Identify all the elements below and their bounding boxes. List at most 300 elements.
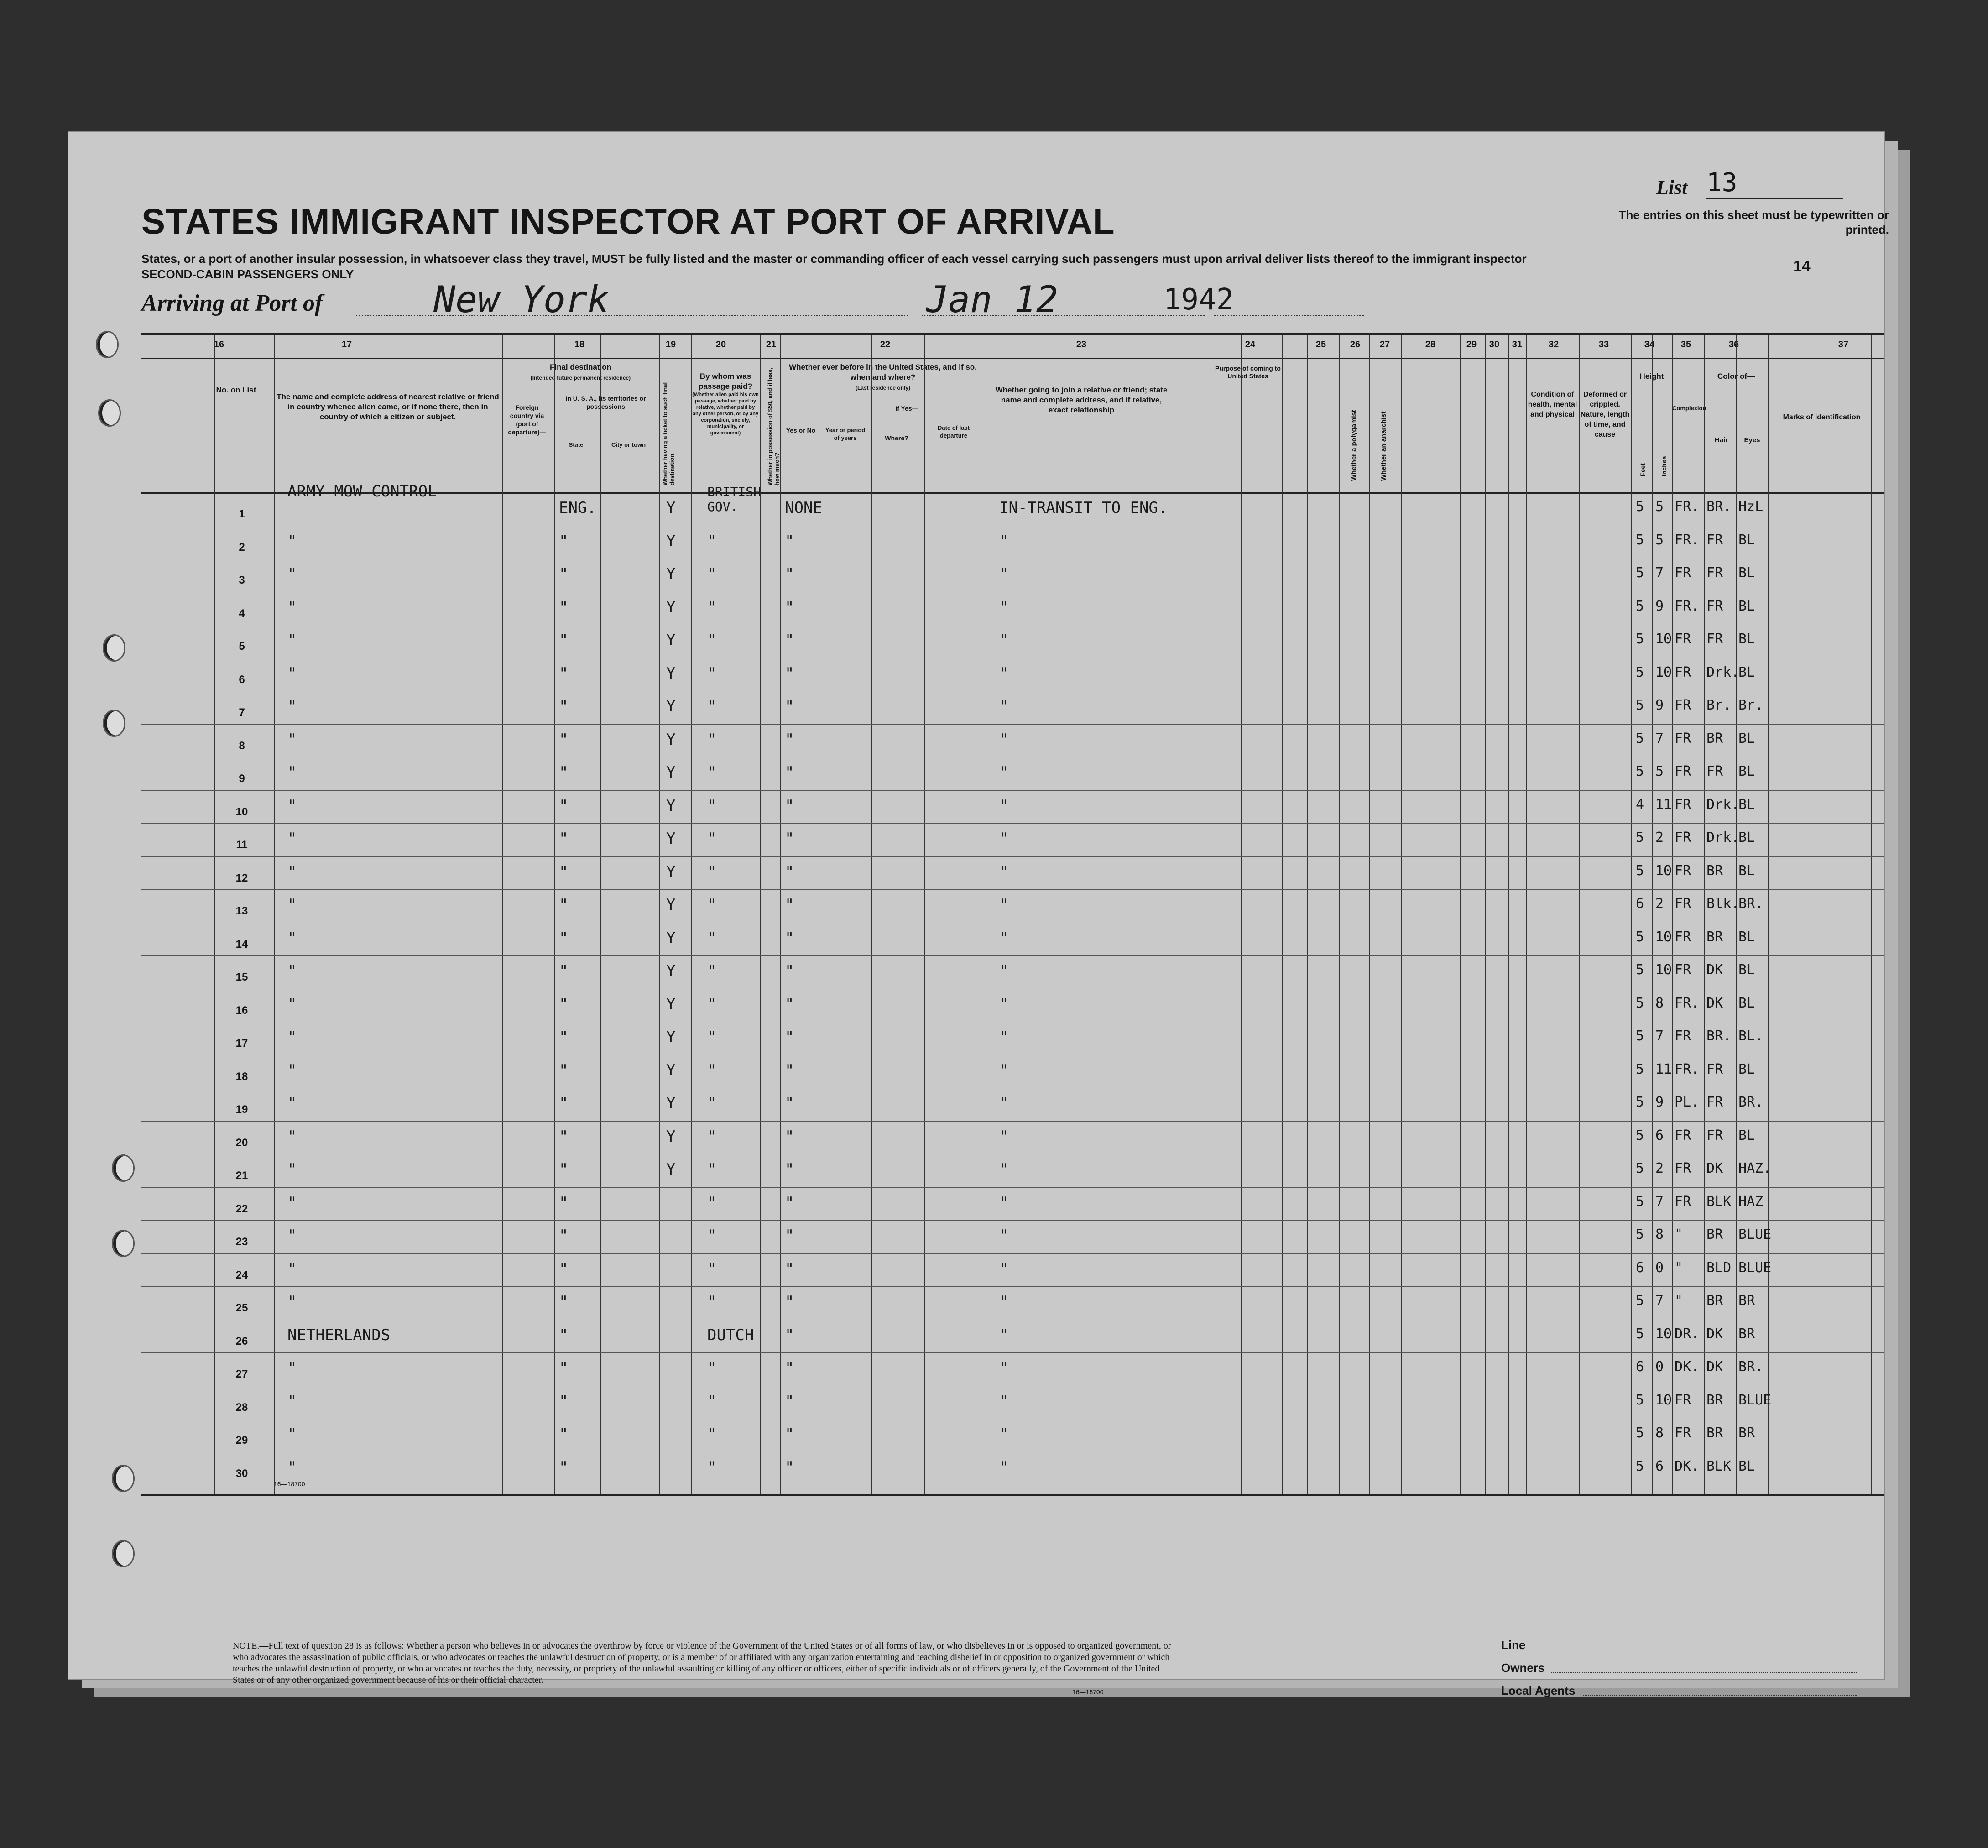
row-before: " <box>785 1094 794 1112</box>
row-joining: " <box>999 730 1009 749</box>
col-34-inches: Inches <box>1660 456 1668 476</box>
footnote-q28: NOTE.—Full text of question 28 is as follows: Whether a person who believes in or advocates the overthrow by force or violence of the Government of the United States or of all forms of law, or who disbelieves in or is opposed to organized government, or who advocates the assassination of public officials, or who advocates or teaches the unlawful destruction of property, or is a member of or affiliated with any organization entertaining and teaching disbelief in or opposition to organized government or which teaches the unlawful destruction of property, or who advocates or teaches the duty, necessity, or propriety of the unlawful assaulting or killing of any officer or officers, either of specific individuals or of officers generally, of the Government of the United States or of any other organized government because of his or their official character. <box>233 1641 1171 1685</box>
column-divider <box>780 335 781 1494</box>
row-feet: 5 <box>1636 1127 1644 1143</box>
row-eyes: BR. <box>1738 1094 1764 1110</box>
row-divider <box>141 1121 1884 1122</box>
col-20-title: By whom was passage paid? <box>698 372 753 391</box>
row-joining: " <box>999 1127 1009 1146</box>
row-inches: 10 <box>1655 862 1672 879</box>
row-eyes: BL <box>1738 995 1755 1011</box>
row-no: 24 <box>235 1269 248 1281</box>
row-joining: " <box>999 929 1009 947</box>
row-feet: 4 <box>1636 796 1644 813</box>
row-destination: " <box>559 1094 569 1112</box>
row-relative: ARMY MOW CONTROL <box>287 482 437 501</box>
row-joining: " <box>999 896 1009 914</box>
col-31-num: 31 <box>1512 339 1523 350</box>
row-before: " <box>785 995 794 1013</box>
row-paid_by: " <box>707 896 717 914</box>
row-joining: " <box>999 796 1009 815</box>
col-22-ifyes: If Yes— <box>895 405 918 412</box>
row-before: " <box>785 1326 794 1344</box>
row-before: " <box>785 664 794 683</box>
row-hair: BR <box>1706 1392 1723 1408</box>
row-before: " <box>785 1061 794 1080</box>
row-feet: 5 <box>1636 598 1644 614</box>
row-feet: 5 <box>1636 1293 1644 1309</box>
row-hair: FR <box>1706 532 1723 548</box>
row-complexion: " <box>1675 1293 1683 1309</box>
row-destination: " <box>559 862 569 881</box>
col-35-num: 35 <box>1680 339 1691 350</box>
row-ticket: Y <box>666 763 676 782</box>
row-paid_by: " <box>707 995 717 1013</box>
row-eyes: BL <box>1738 631 1755 647</box>
row-destination: " <box>559 1227 569 1245</box>
row-paid_by: BRITISH GOV. <box>707 484 762 514</box>
row-complexion: FR <box>1675 565 1691 581</box>
col-24-num: 24 <box>1245 339 1256 350</box>
row-relative: " <box>287 862 297 881</box>
column-divider <box>1871 335 1872 1494</box>
col-22-num: 22 <box>880 339 891 350</box>
row-no: 22 <box>235 1202 248 1215</box>
row-before: " <box>785 1160 794 1179</box>
row-feet: 5 <box>1636 730 1644 747</box>
col-22-yesno: Yes or No <box>786 427 816 434</box>
row-joining: " <box>999 565 1009 583</box>
row-destination: " <box>559 1028 569 1046</box>
row-feet: 5 <box>1636 631 1644 647</box>
row-before: " <box>785 532 794 550</box>
row-destination: " <box>559 598 569 616</box>
row-divider <box>141 955 1884 956</box>
list-number: 13 <box>1706 168 1843 199</box>
punch-hole-icon <box>112 1465 135 1492</box>
row-feet: 5 <box>1636 1227 1644 1242</box>
row-eyes: BLUE <box>1738 1392 1772 1408</box>
page-number: 14 <box>1793 258 1811 275</box>
col-18-title: Final destination <box>549 363 612 371</box>
punch-hole-icon <box>96 331 119 358</box>
row-divider <box>141 1220 1884 1221</box>
row-destination: " <box>559 1326 569 1344</box>
row-joining: " <box>999 1392 1009 1410</box>
year-line <box>1214 315 1364 316</box>
row-ticket: Y <box>666 697 676 715</box>
row-feet: 5 <box>1636 862 1644 879</box>
row-no: 19 <box>235 1103 248 1116</box>
row-complexion: DK. <box>1675 1458 1700 1474</box>
row-inches: 7 <box>1655 1028 1664 1044</box>
row-feet: 6 <box>1636 1259 1644 1276</box>
row-hair: BR. <box>1706 1028 1732 1044</box>
row-complexion: DK. <box>1675 1359 1700 1375</box>
instructions-line: States, or a port of another insular possession, in whatsoever class they travel, MUST be fully listed and the master or commanding officer of each vessel carrying such passengers must upon arrival deliver lists thereof to the immigrant inspector <box>141 252 1527 266</box>
row-eyes: BR <box>1738 1425 1755 1441</box>
row-paid_by: " <box>707 1193 717 1212</box>
row-hair: BR <box>1706 862 1723 879</box>
column-divider <box>1307 335 1308 1494</box>
row-destination: " <box>559 664 569 683</box>
row-joining: " <box>999 1061 1009 1080</box>
row-destination: " <box>559 1259 569 1278</box>
row-eyes: BLUE <box>1738 1227 1772 1242</box>
row-joining: " <box>999 532 1009 550</box>
row-destination: " <box>559 1392 569 1410</box>
row-before: " <box>785 1425 794 1443</box>
row-ticket: Y <box>666 499 676 517</box>
column-divider <box>1401 335 1402 1494</box>
row-relative: " <box>287 565 297 583</box>
row-no: 9 <box>239 773 245 785</box>
row-destination: " <box>559 697 569 715</box>
row-destination: " <box>559 1359 569 1377</box>
punch-hole-icon <box>112 1540 135 1567</box>
row-hair: Drk. <box>1706 796 1740 813</box>
row-hair: BLK <box>1706 1193 1732 1210</box>
row-no: 12 <box>235 872 248 884</box>
row-divider <box>141 724 1884 725</box>
row-inches: 5 <box>1655 763 1664 779</box>
row-inches: 0 <box>1655 1259 1664 1276</box>
col-19-label: Whether having a ticket to such final destination <box>662 382 675 485</box>
row-relative: " <box>287 631 297 649</box>
arrival-year: 1942 <box>1164 283 1234 317</box>
col-25-num: 25 <box>1315 339 1326 350</box>
row-inches: 7 <box>1655 1293 1664 1309</box>
row-complexion: FR <box>1675 862 1691 879</box>
row-paid_by: " <box>707 962 717 980</box>
row-hair: DK <box>1706 1326 1723 1342</box>
row-joining: " <box>999 631 1009 649</box>
form-number-footer: 16—18700 <box>1072 1688 1104 1696</box>
typewritten-note: The entries on this sheet must be typewritten or printed. <box>1618 208 1889 236</box>
row-eyes: BL <box>1738 862 1755 879</box>
row-paid_by: " <box>707 1359 717 1377</box>
row-paid_by: " <box>707 598 717 616</box>
row-before: " <box>785 1359 794 1377</box>
row-before: " <box>785 1193 794 1212</box>
row-relative: " <box>287 1061 297 1080</box>
row-paid_by: " <box>707 1160 717 1179</box>
row-joining: " <box>999 1160 1009 1179</box>
row-complexion: FR <box>1675 962 1691 978</box>
row-paid_by: " <box>707 1227 717 1245</box>
col-34-feet: Feet <box>1639 463 1646 476</box>
col-32-label: Condition of health, mental and physical <box>1528 391 1577 418</box>
row-eyes: BL <box>1738 598 1755 614</box>
col-17-num: 17 <box>341 339 352 350</box>
row-hair: Blk. <box>1706 896 1740 912</box>
col-24-label: Purpose of coming to United States <box>1215 365 1281 380</box>
row-no: 16 <box>235 1004 248 1017</box>
row-relative: " <box>287 830 297 848</box>
row-complexion: " <box>1675 1227 1683 1242</box>
row-ticket: Y <box>666 962 676 980</box>
col-23-num: 23 <box>1076 339 1087 350</box>
row-eyes: HAZ. <box>1738 1160 1772 1176</box>
row-paid_by: DUTCH <box>707 1326 754 1344</box>
row-eyes: BL. <box>1738 1028 1764 1044</box>
row-no: 18 <box>235 1070 248 1083</box>
row-destination: " <box>559 1160 569 1179</box>
col-26-num: 26 <box>1350 339 1361 350</box>
col-21-label: Whether in possession of $50, and if less, how much? <box>767 368 780 485</box>
row-paid_by: " <box>707 1094 717 1112</box>
form-number-table: 16—18700 <box>274 1480 305 1488</box>
row-ticket: Y <box>666 631 676 649</box>
row-inches: 7 <box>1655 730 1664 747</box>
row-complexion: FR <box>1675 830 1691 846</box>
row-ticket: Y <box>666 1127 676 1146</box>
row-destination: " <box>559 1193 569 1212</box>
row-before: " <box>785 796 794 815</box>
column-divider <box>1631 335 1632 1494</box>
row-before: " <box>785 862 794 881</box>
row-before: " <box>785 565 794 583</box>
row-divider <box>141 790 1884 791</box>
column-divider <box>1339 335 1340 1494</box>
row-hair: FR <box>1706 598 1723 614</box>
row-inches: 7 <box>1655 565 1664 581</box>
row-before: NONE <box>785 499 822 517</box>
row-paid_by: " <box>707 730 717 749</box>
row-destination: " <box>559 830 569 848</box>
row-eyes: BL <box>1738 1061 1755 1077</box>
row-inches: 7 <box>1655 1193 1664 1210</box>
row-complexion: FR. <box>1675 598 1700 614</box>
row-no: 5 <box>239 640 245 653</box>
header-divider <box>141 358 1884 359</box>
row-before: " <box>785 1293 794 1311</box>
row-inches: 2 <box>1655 830 1664 846</box>
row-joining: " <box>999 1425 1009 1443</box>
row-hair: BR <box>1706 929 1723 945</box>
col-33-num: 33 <box>1598 339 1609 350</box>
row-paid_by: " <box>707 1293 717 1311</box>
row-destination: " <box>559 995 569 1013</box>
row-inches: 10 <box>1655 631 1672 647</box>
row-inches: 9 <box>1655 1094 1664 1110</box>
row-destination: ENG. <box>559 499 596 517</box>
row-joining: " <box>999 664 1009 683</box>
punch-hole-icon <box>103 710 125 737</box>
col-28-num: 28 <box>1425 339 1436 350</box>
row-complexion: FR <box>1675 697 1691 713</box>
col-36-num: 36 <box>1728 339 1739 350</box>
row-relative: " <box>287 1028 297 1046</box>
row-relative: " <box>287 664 297 683</box>
row-relative: " <box>287 929 297 947</box>
col-18-num: 18 <box>574 339 585 350</box>
row-before: " <box>785 1028 794 1046</box>
row-destination: " <box>559 1127 569 1146</box>
row-eyes: Br. <box>1738 697 1764 713</box>
col-20-sub: (Whether alien paid his own passage, whether paid by relative, whether paid by any other person, or by any corporation, society, municipality, or government) <box>692 392 759 436</box>
column-divider <box>554 335 555 1494</box>
column-divider <box>659 335 660 1494</box>
row-inches: 10 <box>1655 929 1672 945</box>
row-paid_by: " <box>707 830 717 848</box>
row-eyes: BL <box>1738 1127 1755 1143</box>
list-label: List <box>1656 176 1688 198</box>
row-paid_by: " <box>707 1392 717 1410</box>
row-hair: FR <box>1706 565 1723 581</box>
row-no: 14 <box>235 938 248 950</box>
col-36-eyes: Eyes <box>1744 436 1760 444</box>
row-inches: 0 <box>1655 1359 1664 1375</box>
col-27-num: 27 <box>1379 339 1390 350</box>
row-ticket: Y <box>666 664 676 683</box>
row-complexion: FR <box>1675 1160 1691 1176</box>
row-hair: Drk. <box>1706 830 1740 846</box>
instructions-text <box>141 251 1647 282</box>
column-divider <box>1369 335 1370 1494</box>
row-relative: " <box>287 896 297 914</box>
row-complexion: FR <box>1675 929 1691 945</box>
row-feet: 5 <box>1636 962 1644 978</box>
row-hair: BLD <box>1706 1259 1732 1276</box>
manifest-table <box>141 333 1884 1496</box>
row-ticket: Y <box>666 565 676 583</box>
row-feet: 5 <box>1636 830 1644 846</box>
row-relative: " <box>287 1458 297 1477</box>
column-divider <box>1736 335 1737 1494</box>
row-inches: 8 <box>1655 1425 1664 1441</box>
row-joining: " <box>999 598 1009 616</box>
col-27-label: Whether an anarchist <box>1380 411 1388 481</box>
row-complexion: FR <box>1675 896 1691 912</box>
line-label: Line <box>1501 1638 1526 1652</box>
row-destination: " <box>559 1425 569 1443</box>
row-eyes: HAZ <box>1738 1193 1764 1210</box>
row-before: " <box>785 1458 794 1477</box>
row-before: " <box>785 697 794 715</box>
row-inches: 10 <box>1655 664 1672 680</box>
row-joining: " <box>999 1259 1009 1278</box>
row-destination: " <box>559 631 569 649</box>
col-32-num: 32 <box>1548 339 1559 350</box>
column-divider <box>924 335 925 1494</box>
column-divider <box>1768 335 1769 1494</box>
row-joining: IN-TRANSIT TO ENG. <box>999 499 1168 517</box>
row-divider <box>141 1352 1884 1353</box>
row-no: 15 <box>235 971 248 983</box>
row-complexion: " <box>1675 1259 1683 1276</box>
row-destination: " <box>559 532 569 550</box>
row-before: " <box>785 830 794 848</box>
row-paid_by: " <box>707 1425 717 1443</box>
row-no: 7 <box>239 706 245 719</box>
row-joining: " <box>999 1359 1009 1377</box>
row-relative: " <box>287 763 297 782</box>
row-inches: 2 <box>1655 1160 1664 1176</box>
row-paid_by: " <box>707 1028 717 1046</box>
column-divider <box>1241 335 1242 1494</box>
col-18-label <box>502 362 659 383</box>
row-eyes: BL <box>1738 1458 1755 1474</box>
row-joining: " <box>999 1326 1009 1344</box>
row-inches: 8 <box>1655 1227 1664 1242</box>
column-divider <box>1672 335 1673 1494</box>
row-relative: " <box>287 1094 297 1112</box>
row-complexion: FR <box>1675 1425 1691 1441</box>
row-joining: " <box>999 962 1009 980</box>
row-before: " <box>785 1392 794 1410</box>
row-joining: " <box>999 1293 1009 1311</box>
row-no: 4 <box>239 607 245 620</box>
row-feet: 6 <box>1636 896 1644 912</box>
arriving-label: Arriving at Port of <box>141 290 323 316</box>
row-before: " <box>785 631 794 649</box>
row-relative: " <box>287 697 297 715</box>
col-33-label: Deformed or crippled. Nature, length of time, and cause <box>1580 391 1630 439</box>
row-paid_by: " <box>707 1259 717 1278</box>
row-complexion: FR <box>1675 763 1691 779</box>
row-feet: 5 <box>1636 664 1644 680</box>
col-36-hair: Hair <box>1714 436 1728 444</box>
row-paid_by: " <box>707 1127 717 1146</box>
row-relative: " <box>287 1425 297 1443</box>
row-no: 29 <box>235 1434 248 1446</box>
column-divider <box>1282 335 1283 1494</box>
row-paid_by: " <box>707 1458 717 1477</box>
row-eyes: BR. <box>1738 896 1764 912</box>
column-divider <box>1526 335 1527 1494</box>
row-feet: 5 <box>1636 995 1644 1011</box>
row-paid_by: " <box>707 532 717 550</box>
row-joining: " <box>999 862 1009 881</box>
row-no: 6 <box>239 673 245 686</box>
row-inches: 10 <box>1655 1392 1672 1408</box>
row-joining: " <box>999 697 1009 715</box>
owners-signature <box>1551 1672 1857 1673</box>
col-17-label: The name and complete address of nearest relative or friend in country whence alien came, or if none there, then in country of which a citizen or subject. <box>277 392 499 421</box>
row-eyes: BR. <box>1738 1359 1764 1375</box>
row-feet: 5 <box>1636 1094 1644 1110</box>
row-complexion: FR <box>1675 1127 1691 1143</box>
row-no: 11 <box>236 839 248 851</box>
row-inches: 10 <box>1655 1326 1672 1342</box>
row-feet: 5 <box>1636 1193 1644 1210</box>
row-eyes: BL <box>1738 830 1755 846</box>
row-ticket: Y <box>666 1028 676 1046</box>
row-paid_by: " <box>707 1061 717 1080</box>
col-22-year: Year or period of years <box>825 427 866 441</box>
row-before: " <box>785 1259 794 1278</box>
row-eyes: BL <box>1738 929 1755 945</box>
row-no: 28 <box>235 1401 248 1414</box>
row-relative: " <box>287 1127 297 1146</box>
row-feet: 5 <box>1636 1458 1644 1474</box>
row-relative: " <box>287 796 297 815</box>
row-eyes: BL <box>1738 565 1755 581</box>
col-22-title: Whether ever before in the United States, and if so, when and where? <box>789 363 977 381</box>
row-eyes: HzL <box>1738 499 1764 515</box>
row-hair: Br. <box>1706 697 1732 713</box>
row-ticket: Y <box>666 830 676 848</box>
row-hair: BR <box>1706 1227 1723 1242</box>
col-23-label: Whether going to join a relative or friend; state name and complete address, and if relative, exact relationship <box>995 386 1168 414</box>
row-before: " <box>785 1127 794 1146</box>
row-complexion: FR. <box>1675 499 1700 515</box>
col-35-label: Complexion <box>1672 405 1706 412</box>
row-feet: 5 <box>1636 1326 1644 1342</box>
row-destination: " <box>559 1293 569 1311</box>
col-37-label: Marks of identification <box>1783 413 1861 421</box>
